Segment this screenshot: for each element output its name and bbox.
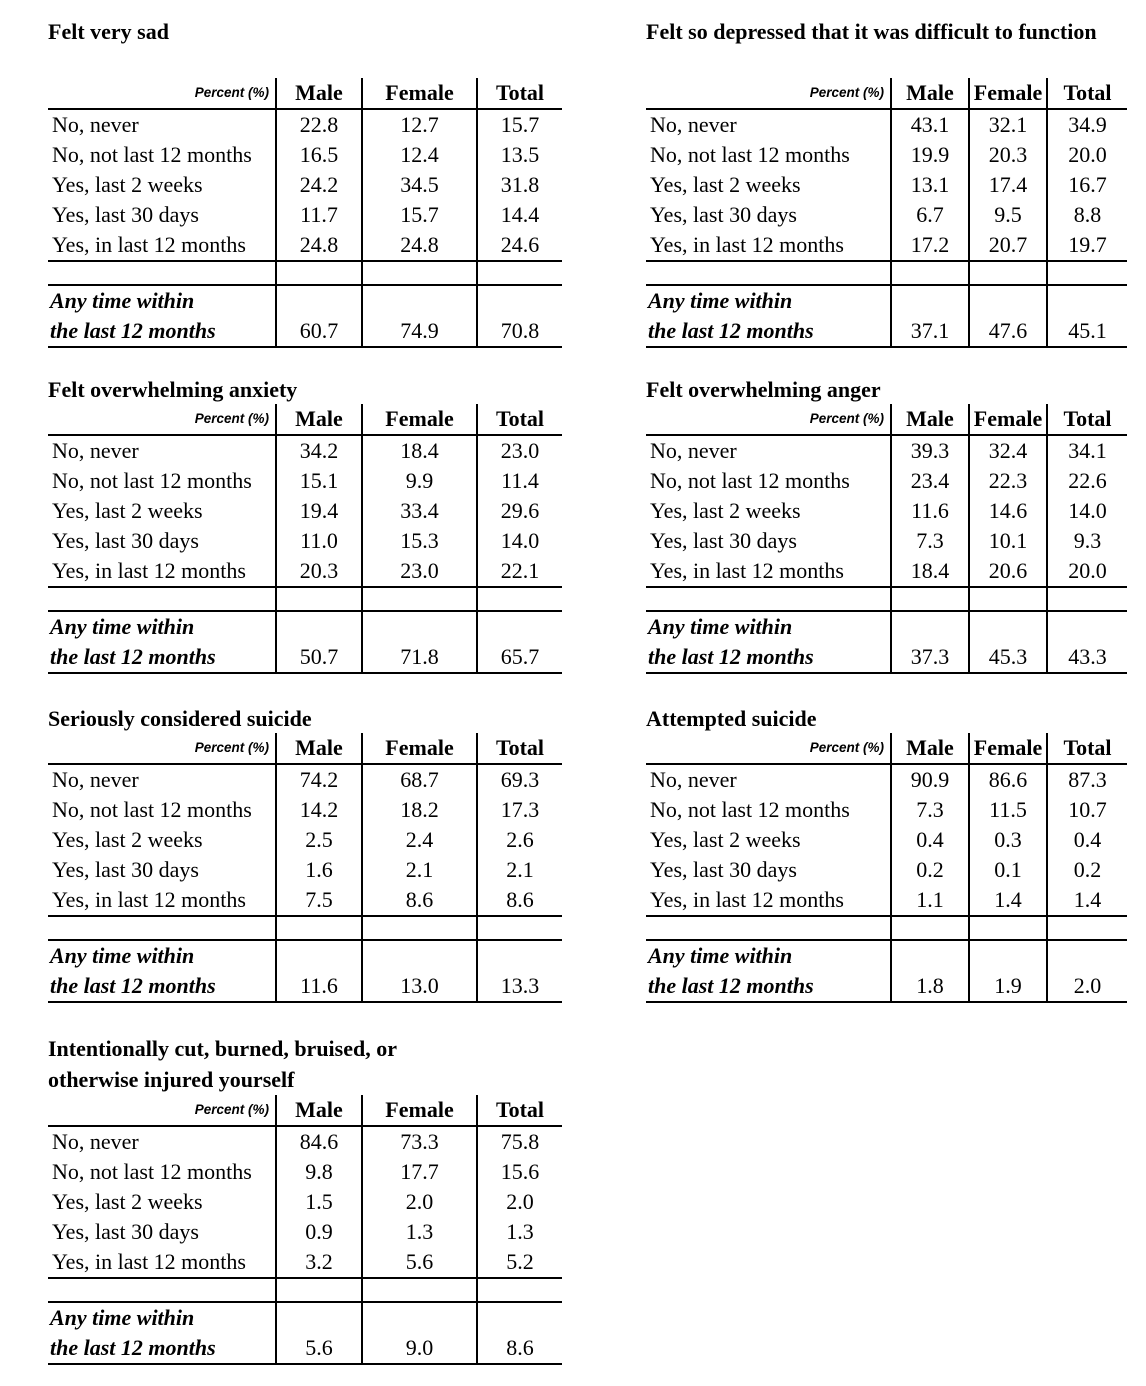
any-time-line-1: Any time within: [648, 288, 793, 313]
female-any-value: 1.9: [969, 940, 1047, 1002]
total-value: 2.0: [477, 1187, 562, 1217]
percent-header: Percent (%): [809, 85, 884, 100]
table-title: Felt overwhelming anger: [646, 377, 881, 402]
table-block-anger: [646, 374, 1127, 674]
row-label: Yes, last 2 weeks: [650, 498, 801, 523]
table-block-anxiety: [48, 374, 562, 674]
any-time-line-1: Any time within: [50, 1305, 195, 1330]
table-title: Intentionally cut, burned, bruised, or otherwise injured yourself: [48, 1036, 397, 1092]
percent-header: Percent (%): [194, 411, 269, 426]
female-value: 11.5: [969, 795, 1047, 825]
male-value: 2.5: [276, 825, 362, 855]
row-label: No, not last 12 months: [650, 142, 850, 167]
total-header: Total: [477, 733, 562, 764]
data-table: [646, 78, 1127, 348]
male-value: 1.1: [891, 885, 969, 916]
total-value: 1.3: [477, 1217, 562, 1247]
female-value: 20.6: [969, 556, 1047, 587]
spacer-cell: [276, 587, 362, 611]
total-value: 87.3: [1047, 764, 1127, 795]
total-header: Total: [1047, 404, 1127, 435]
female-value: 10.1: [969, 526, 1047, 556]
row-label: Yes, last 30 days: [650, 857, 797, 882]
female-value: 18.2: [362, 795, 477, 825]
male-value: 22.8: [276, 109, 362, 140]
row-label: Yes, in last 12 months: [650, 887, 844, 912]
female-value: 14.6: [969, 496, 1047, 526]
row-label: Yes, last 2 weeks: [650, 172, 801, 197]
total-value: 13.5: [477, 140, 562, 170]
female-header: Female: [362, 1095, 477, 1126]
male-any-value: 37.3: [891, 611, 969, 673]
total-value: 14.4: [477, 200, 562, 230]
row-label: Yes, last 30 days: [650, 528, 797, 553]
female-value: 17.4: [969, 170, 1047, 200]
total-any-value: 70.8: [477, 285, 562, 347]
female-value: 2.4: [362, 825, 477, 855]
female-value: 1.3: [362, 1217, 477, 1247]
row-label: No, not last 12 months: [52, 142, 252, 167]
total-header: Total: [1047, 78, 1127, 109]
female-value: 22.3: [969, 466, 1047, 496]
spacer-cell: [362, 916, 477, 940]
spacer-cell: [48, 916, 276, 940]
spacer-cell: [276, 1278, 362, 1302]
female-header: Female: [362, 78, 477, 109]
male-value: 24.8: [276, 230, 362, 261]
row-label: No, never: [48, 764, 276, 795]
total-value: 22.1: [477, 556, 562, 587]
female-value: 15.7: [362, 200, 477, 230]
row-label: No, never: [646, 109, 891, 140]
data-table: [48, 733, 562, 1003]
male-value: 18.4: [891, 556, 969, 587]
male-header: Male: [891, 78, 969, 109]
male-value: 11.7: [276, 200, 362, 230]
total-header: Total: [1047, 733, 1127, 764]
male-value: 9.8: [276, 1157, 362, 1187]
female-any-value: 9.0: [362, 1302, 477, 1364]
spacer-cell: [646, 261, 891, 285]
female-value: 9.5: [969, 200, 1047, 230]
female-header: Female: [362, 733, 477, 764]
female-value: 0.3: [969, 825, 1047, 855]
total-value: 29.6: [477, 496, 562, 526]
spacer-cell: [1047, 916, 1127, 940]
male-any-value: 50.7: [276, 611, 362, 673]
female-value: 20.7: [969, 230, 1047, 261]
any-time-line-1: Any time within: [50, 943, 195, 968]
any-time-label: [646, 611, 891, 673]
female-value: 12.4: [362, 140, 477, 170]
total-value: 0.4: [1047, 825, 1127, 855]
total-any-value: 8.6: [477, 1302, 562, 1364]
female-value: 12.7: [362, 109, 477, 140]
spacer-cell: [969, 261, 1047, 285]
table-title: Felt so depressed that it was difficult to function: [646, 19, 1097, 44]
male-value: 0.2: [891, 855, 969, 885]
table-block-considered-suicide: [48, 703, 562, 1003]
spacer-cell: [646, 587, 891, 611]
row-label: Yes, last 2 weeks: [52, 827, 203, 852]
spacer-cell: [891, 587, 969, 611]
male-value: 74.2: [276, 764, 362, 795]
data-table: [48, 404, 562, 674]
row-label: Yes, last 30 days: [650, 202, 797, 227]
female-value: 73.3: [362, 1126, 477, 1157]
percent-header: Percent (%): [194, 85, 269, 100]
spacer-cell: [891, 916, 969, 940]
any-time-line-2: the last 12 months: [50, 1335, 216, 1360]
male-header: Male: [276, 404, 362, 435]
row-label: Yes, last 30 days: [52, 528, 199, 553]
spacer-cell: [276, 916, 362, 940]
female-value: 32.1: [969, 109, 1047, 140]
any-time-line-2: the last 12 months: [50, 318, 216, 343]
spacer-cell: [477, 261, 562, 285]
male-value: 7.3: [891, 795, 969, 825]
row-label: No, never: [48, 109, 276, 140]
total-value: 8.8: [1047, 200, 1127, 230]
male-value: 15.1: [276, 466, 362, 496]
spacer-cell: [48, 587, 276, 611]
male-value: 19.9: [891, 140, 969, 170]
male-value: 0.9: [276, 1217, 362, 1247]
male-value: 7.3: [891, 526, 969, 556]
row-label: Yes, last 2 weeks: [650, 827, 801, 852]
spacer-cell: [477, 1278, 562, 1302]
male-value: 14.2: [276, 795, 362, 825]
row-label: Yes, last 30 days: [52, 1219, 199, 1244]
table-block-felt-depressed: [646, 16, 1127, 348]
row-label: No, not last 12 months: [650, 468, 850, 493]
male-value: 1.6: [276, 855, 362, 885]
spacer-cell: [969, 916, 1047, 940]
total-value: 75.8: [477, 1126, 562, 1157]
row-label: Yes, last 30 days: [52, 202, 199, 227]
row-label: No, not last 12 months: [650, 797, 850, 822]
spacer-cell: [969, 587, 1047, 611]
total-value: 11.4: [477, 466, 562, 496]
total-value: 8.6: [477, 885, 562, 916]
total-value: 34.9: [1047, 109, 1127, 140]
male-value: 11.0: [276, 526, 362, 556]
female-value: 1.4: [969, 885, 1047, 916]
row-label: Yes, in last 12 months: [650, 558, 844, 583]
spacer-cell: [477, 587, 562, 611]
total-value: 20.0: [1047, 140, 1127, 170]
spacer-cell: [362, 587, 477, 611]
table-title: Felt overwhelming anxiety: [48, 377, 298, 402]
female-header: Female: [969, 733, 1047, 764]
any-time-label: [48, 1302, 276, 1364]
female-value: 9.9: [362, 466, 477, 496]
female-any-value: 74.9: [362, 285, 477, 347]
any-time-label: [646, 940, 891, 1002]
female-value: 0.1: [969, 855, 1047, 885]
male-value: 34.2: [276, 435, 362, 466]
female-value: 86.6: [969, 764, 1047, 795]
any-time-line-2: the last 12 months: [648, 318, 814, 343]
percent-header: Percent (%): [809, 740, 884, 755]
total-value: 31.8: [477, 170, 562, 200]
table-block-attempted-suicide: [646, 703, 1127, 1003]
total-header: Total: [477, 1095, 562, 1126]
total-header: Total: [477, 78, 562, 109]
any-time-line-1: Any time within: [50, 288, 195, 313]
female-value: 20.3: [969, 140, 1047, 170]
female-value: 2.0: [362, 1187, 477, 1217]
table-title: Felt very sad: [48, 19, 169, 44]
female-value: 24.8: [362, 230, 477, 261]
row-label: Yes, last 2 weeks: [52, 172, 203, 197]
total-value: 1.4: [1047, 885, 1127, 916]
total-any-value: 43.3: [1047, 611, 1127, 673]
male-any-value: 60.7: [276, 285, 362, 347]
row-label: Yes, in last 12 months: [650, 232, 844, 257]
total-value: 23.0: [477, 435, 562, 466]
male-value: 17.2: [891, 230, 969, 261]
female-header: Female: [969, 78, 1047, 109]
female-any-value: 13.0: [362, 940, 477, 1002]
any-time-line-2: the last 12 months: [50, 973, 216, 998]
male-any-value: 5.6: [276, 1302, 362, 1364]
any-time-line-2: the last 12 months: [648, 973, 814, 998]
row-label: No, not last 12 months: [52, 1159, 252, 1184]
spacer-cell: [362, 1278, 477, 1302]
total-value: 0.2: [1047, 855, 1127, 885]
female-header: Female: [969, 404, 1047, 435]
percent-header: Percent (%): [809, 411, 884, 426]
male-value: 0.4: [891, 825, 969, 855]
any-time-line-1: Any time within: [50, 614, 195, 639]
spacer-cell: [276, 261, 362, 285]
male-any-value: 1.8: [891, 940, 969, 1002]
any-time-line-1: Any time within: [648, 943, 793, 968]
male-value: 19.4: [276, 496, 362, 526]
any-time-line-2: the last 12 months: [50, 644, 216, 669]
male-value: 13.1: [891, 170, 969, 200]
spacer-cell: [1047, 261, 1127, 285]
total-value: 10.7: [1047, 795, 1127, 825]
female-value: 32.4: [969, 435, 1047, 466]
female-any-value: 45.3: [969, 611, 1047, 673]
data-table: [48, 1095, 562, 1365]
percent-header: Percent (%): [194, 1102, 269, 1117]
total-value: 69.3: [477, 764, 562, 795]
male-value: 1.5: [276, 1187, 362, 1217]
data-table: [48, 78, 562, 348]
row-label: No, not last 12 months: [52, 468, 252, 493]
male-value: 3.2: [276, 1247, 362, 1278]
total-value: 14.0: [1047, 496, 1127, 526]
total-value: 34.1: [1047, 435, 1127, 466]
total-value: 20.0: [1047, 556, 1127, 587]
total-value: 2.1: [477, 855, 562, 885]
female-header: Female: [362, 404, 477, 435]
row-label: Yes, last 30 days: [52, 857, 199, 882]
male-value: 23.4: [891, 466, 969, 496]
male-any-value: 11.6: [276, 940, 362, 1002]
row-label: No, never: [48, 1126, 276, 1157]
any-time-line-1: Any time within: [648, 614, 793, 639]
total-value: 14.0: [477, 526, 562, 556]
male-value: 16.5: [276, 140, 362, 170]
male-value: 20.3: [276, 556, 362, 587]
female-value: 8.6: [362, 885, 477, 916]
female-value: 33.4: [362, 496, 477, 526]
female-value: 17.7: [362, 1157, 477, 1187]
male-value: 39.3: [891, 435, 969, 466]
total-header: Total: [477, 404, 562, 435]
spacer-cell: [48, 1278, 276, 1302]
row-label: No, not last 12 months: [52, 797, 252, 822]
table-title: Attempted suicide: [646, 706, 817, 731]
any-time-line-2: the last 12 months: [648, 644, 814, 669]
total-value: 5.2: [477, 1247, 562, 1278]
any-time-label: [646, 285, 891, 347]
row-label: Yes, in last 12 months: [52, 1249, 246, 1274]
spacer-cell: [48, 261, 276, 285]
total-any-value: 45.1: [1047, 285, 1127, 347]
data-table: [646, 733, 1127, 1003]
table-block-felt-very-sad: [48, 16, 562, 348]
total-value: 16.7: [1047, 170, 1127, 200]
total-value: 22.6: [1047, 466, 1127, 496]
total-any-value: 2.0: [1047, 940, 1127, 1002]
table-block-self-injury: [48, 1033, 562, 1365]
percent-header: Percent (%): [194, 740, 269, 755]
spacer-cell: [646, 916, 891, 940]
any-time-label: [48, 611, 276, 673]
male-value: 7.5: [276, 885, 362, 916]
male-value: 90.9: [891, 764, 969, 795]
row-label: No, never: [646, 435, 891, 466]
spacer-cell: [477, 916, 562, 940]
spacer-cell: [362, 261, 477, 285]
male-header: Male: [276, 78, 362, 109]
row-label: No, never: [48, 435, 276, 466]
male-value: 84.6: [276, 1126, 362, 1157]
female-value: 2.1: [362, 855, 477, 885]
female-value: 15.3: [362, 526, 477, 556]
male-header: Male: [891, 733, 969, 764]
data-table: [646, 404, 1127, 674]
female-value: 23.0: [362, 556, 477, 587]
male-value: 11.6: [891, 496, 969, 526]
row-label: Yes, last 2 weeks: [52, 498, 203, 523]
total-value: 15.6: [477, 1157, 562, 1187]
male-header: Male: [891, 404, 969, 435]
male-any-value: 37.1: [891, 285, 969, 347]
female-any-value: 47.6: [969, 285, 1047, 347]
spacer-cell: [891, 261, 969, 285]
total-value: 17.3: [477, 795, 562, 825]
row-label: Yes, in last 12 months: [52, 887, 246, 912]
male-header: Male: [276, 733, 362, 764]
male-header: Male: [276, 1095, 362, 1126]
any-time-label: [48, 285, 276, 347]
spacer-cell: [1047, 587, 1127, 611]
total-value: 9.3: [1047, 526, 1127, 556]
total-value: 15.7: [477, 109, 562, 140]
male-value: 6.7: [891, 200, 969, 230]
total-value: 19.7: [1047, 230, 1127, 261]
total-value: 24.6: [477, 230, 562, 261]
total-value: 2.6: [477, 825, 562, 855]
female-any-value: 71.8: [362, 611, 477, 673]
female-value: 68.7: [362, 764, 477, 795]
total-any-value: 65.7: [477, 611, 562, 673]
row-label: No, never: [646, 764, 891, 795]
female-value: 34.5: [362, 170, 477, 200]
total-any-value: 13.3: [477, 940, 562, 1002]
female-value: 5.6: [362, 1247, 477, 1278]
row-label: Yes, last 2 weeks: [52, 1189, 203, 1214]
male-value: 24.2: [276, 170, 362, 200]
any-time-label: [48, 940, 276, 1002]
male-value: 43.1: [891, 109, 969, 140]
table-title: Seriously considered suicide: [48, 706, 312, 731]
row-label: Yes, in last 12 months: [52, 558, 246, 583]
female-value: 18.4: [362, 435, 477, 466]
row-label: Yes, in last 12 months: [52, 232, 246, 257]
